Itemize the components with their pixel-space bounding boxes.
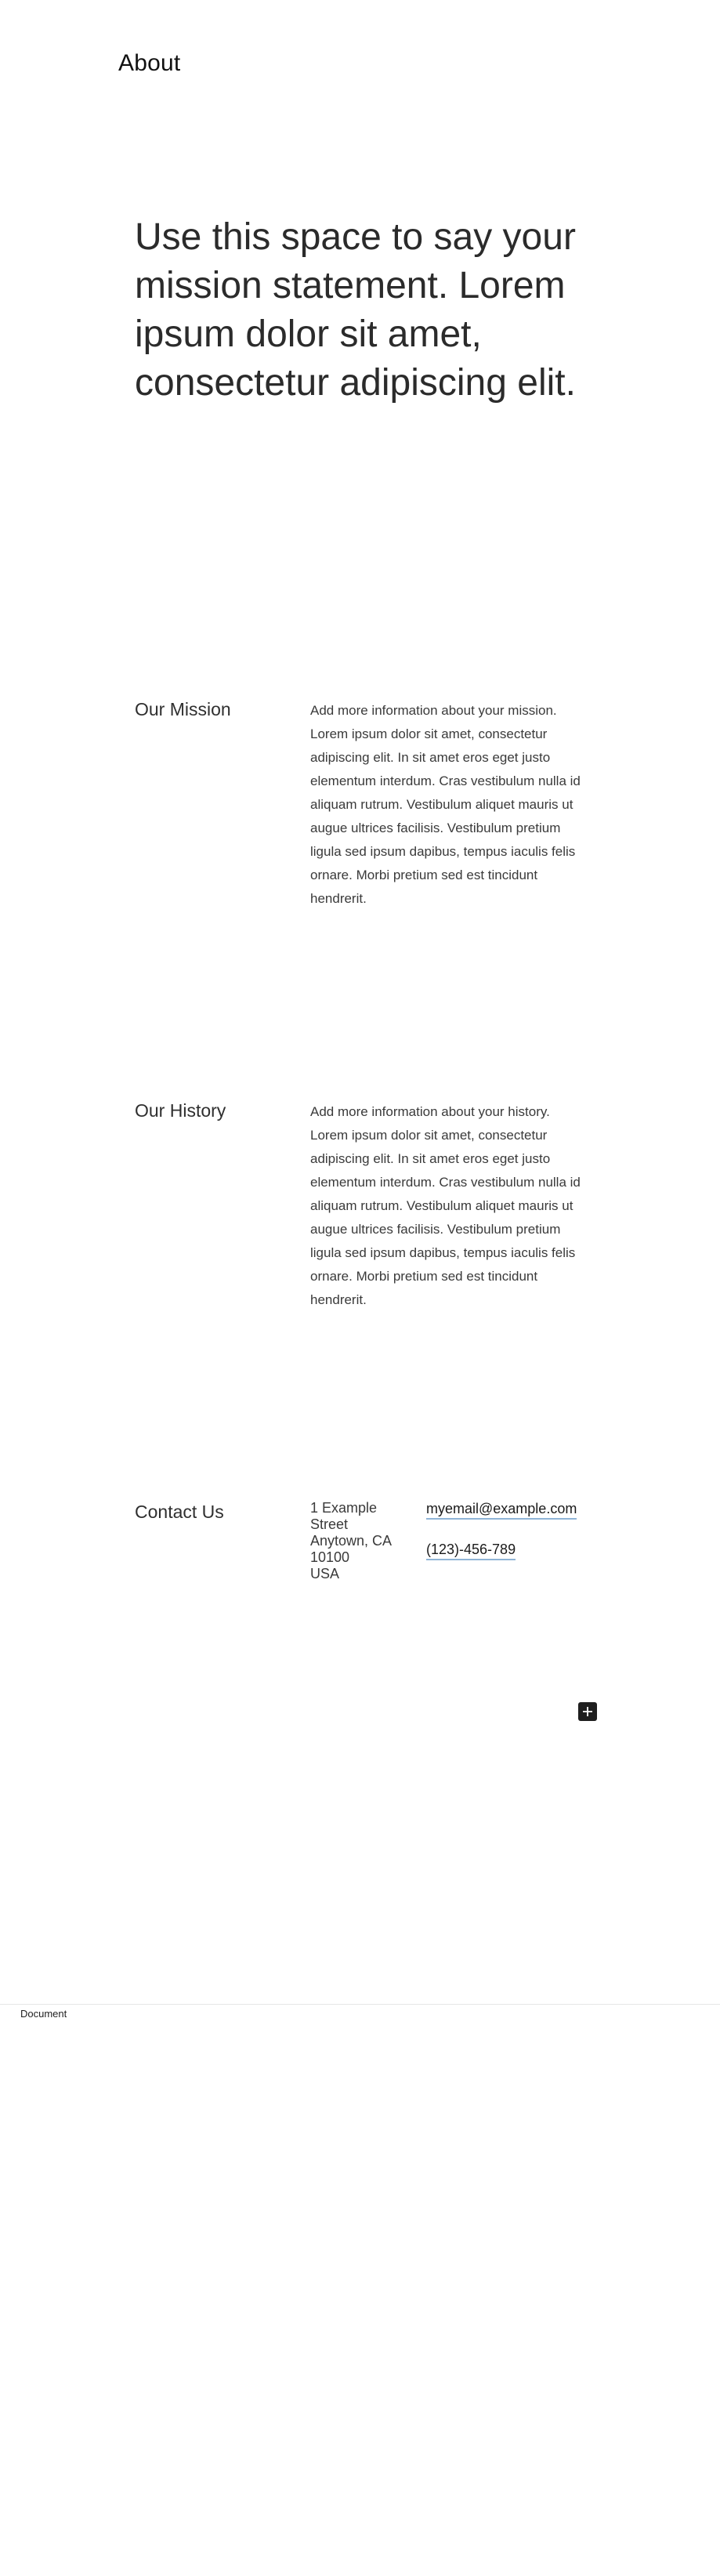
- phone-link[interactable]: (123)-456-789: [426, 1541, 516, 1560]
- history-heading: Our History: [135, 1100, 226, 1121]
- mission-body: Add more information about your mission. Lorem ipsum dolor sit amet, consectetur adipiscing elit. In sit amet eros eget justo elementum interdum. Cras vestibulum nulla id aliquam rutrum. Vestibulum aliquet mauris ut augue ultrices facilisis. Vestibulum pretium ligula sed ipsum dapibus, tempus iaculis felis ornare. Morbi pretium sed est tincidunt hendrerit.: [310, 703, 581, 906]
- address-line-city: Anytown, CA 10100: [310, 1533, 392, 1565]
- footer-divider: [0, 2004, 720, 2005]
- history-body: Add more information about your history. Lorem ipsum dolor sit amet, consectetur adipiscing elit. In sit amet eros eget justo elementum interdum. Cras vestibulum nulla id aliquam rutrum. Vestibulum aliquet mauris ut augue ultrices facilisis. Vestibulum pretium ligula sed ipsum dapibus, tempus iaculis felis ornare. Morbi pretium sed est tincidunt hendrerit.: [310, 1104, 581, 1307]
- document-breadcrumb[interactable]: Document: [20, 2008, 67, 2020]
- plus-icon: [578, 1702, 597, 1721]
- contact-heading: Contact Us: [135, 1502, 224, 1522]
- add-block-button[interactable]: [578, 1702, 597, 1721]
- contact-address: [310, 1500, 412, 1582]
- mission-heading: Our Mission: [135, 699, 231, 719]
- address-line-street: 1 Example Street: [310, 1500, 378, 1532]
- email-link[interactable]: myemail@example.com: [426, 1500, 577, 1520]
- mission-statement: Use this space to say your mission statement. Lorem ipsum dolor sit amet, consectetur adipiscing elit.: [135, 216, 576, 404]
- page-title: About: [118, 50, 181, 76]
- address-line-country: USA: [310, 1566, 340, 1581]
